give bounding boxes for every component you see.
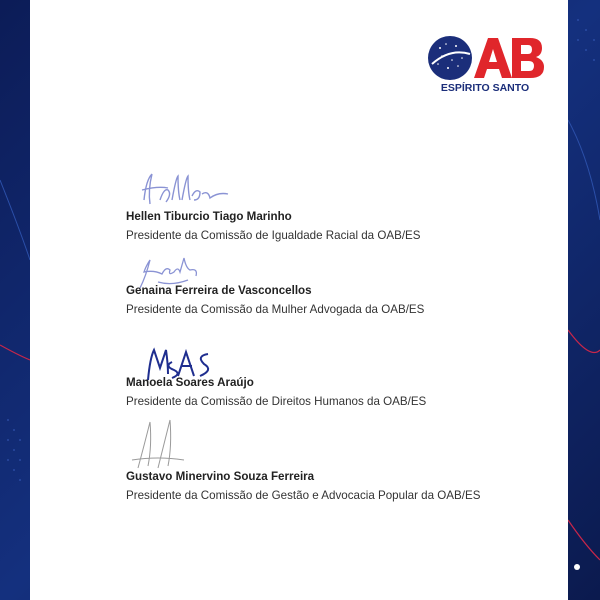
signatory-name: Gustavo Minervino Souza Ferreira <box>126 470 315 483</box>
signatory-role: Presidente da Comissão de Gestão e Advocacia Popular da OAB/ES <box>126 489 481 502</box>
signatory-name: Hellen Tiburcio Tiago Marinho <box>126 210 292 223</box>
signatory-name: Manoela Soares Araújo <box>126 376 254 389</box>
signature-image <box>128 416 198 472</box>
signatory-role: Presidente da Comissão da Mulher Advogada da OAB/ES <box>126 303 425 316</box>
decorative-dot <box>574 564 580 570</box>
oab-emblem-icon <box>426 34 544 82</box>
signatory-role: Presidente da Comissão de Igualdade Racial da OAB/ES <box>126 229 421 242</box>
logo-subtitle: ESPÍRITO SANTO <box>440 82 530 94</box>
signature-image <box>138 170 238 210</box>
oab-logo <box>426 34 544 100</box>
signatory-role: Presidente da Comissão de Direitos Humanos da OAB/ES <box>126 395 427 408</box>
document-page <box>30 0 568 600</box>
signatory-name: Genaina Ferreira de Vasconcellos <box>126 284 312 297</box>
